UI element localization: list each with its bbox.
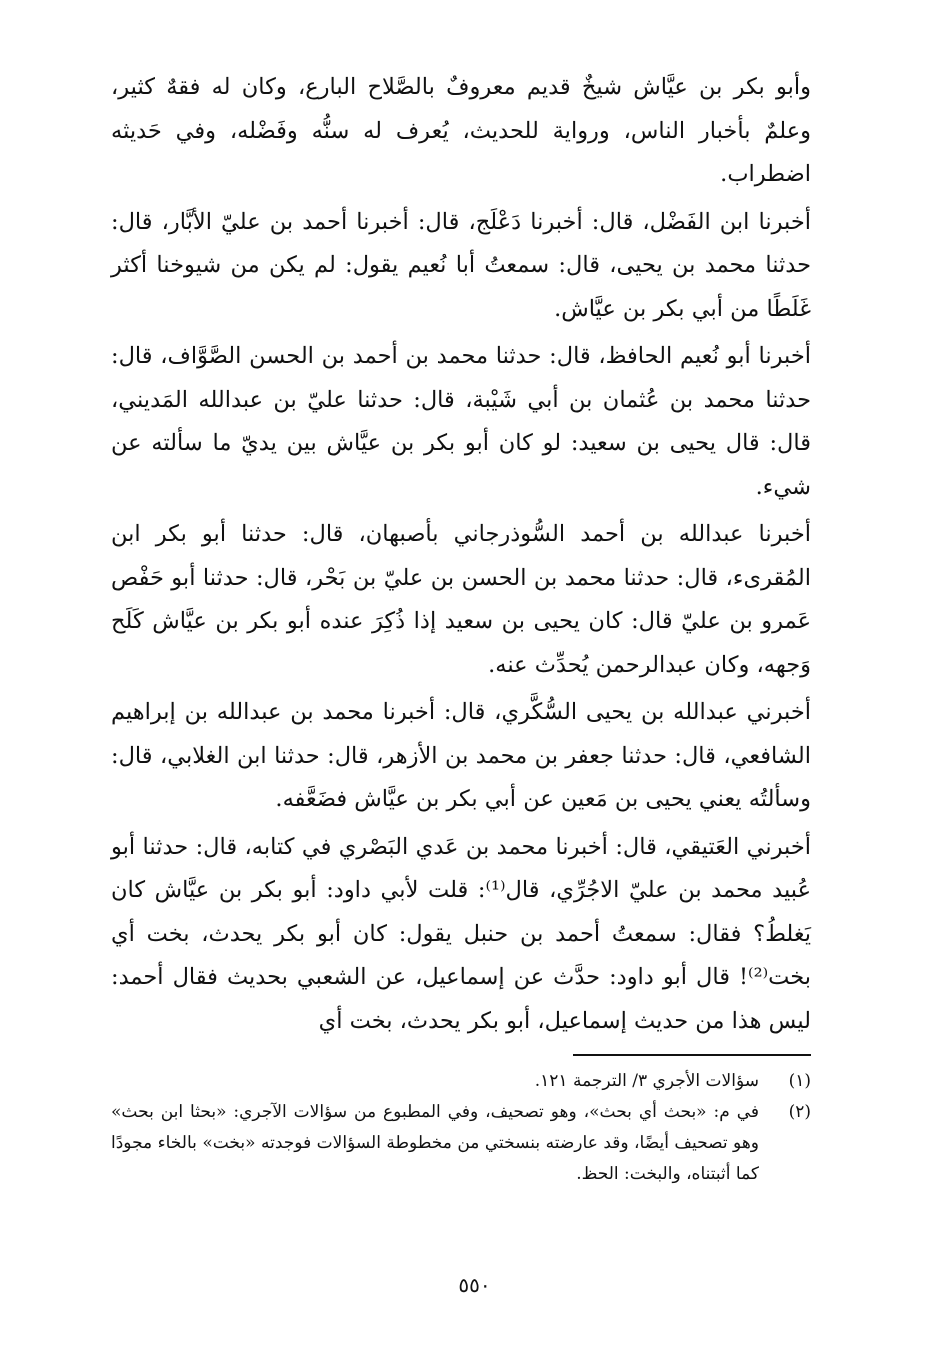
paragraph-6: أخبرني العَتيقي، قال: أخبرنا محمد بن عَدي البَصْري في كتابه، قال: حدثنا أبو عُبيد محمد بن عليّ الاجُرِّي، قال⁽¹⁾: قلت لأبي داود: أبو بكر بن عيَّاش كان يَغلطُ؟ فقال: سمعتُ أحمد بن حنبل يقول: كان أبو بكر يحدث، بخت أي بخت⁽²⁾! قال أبو داود: حدَّث عن إسماعيل، عن الشعبي بحديث فقال أحمد: ليس هذا من حديث إسماعيل، أبو بكر يحدث، بخت أي [111, 833, 811, 1034]
footnote-2 [111, 1097, 811, 1190]
footnotes [111, 1066, 811, 1190]
footnote-text: في م: «بحث أي بحث»، وهو تصحيف، وفي المطبوع من سؤالات الآجري: «بحثا ابن بحث» وهو تصحيف أيضًا، وقد عارضته بنسختي من مخطوطة السؤالات فوجدته «بخت» بالخاء مجودًا كما أثبتناه، والبخت: الحظ. [111, 1102, 759, 1184]
footnote-separator [573, 1054, 811, 1056]
footnote-text: سؤالات الأجري ٣/ الترجمة ١٢١. [534, 1071, 759, 1091]
paragraph-4: أخبرنا عبدالله بن أحمد السُّوذرجاني بأصبهان، قال: حدثنا أبو بكر ابن المُقرىء، قال: حدثنا محمد بن الحسن بن عليّ بن بَحْر، قال: حدثنا أبو حَفْص عَمرو بن عليّ قال: كان يحيى بن سعيد إذا ذُكِرَ عنده أبو بكر بن عيَّاش كَلَح وَجهه، وكان عبدالرحمن يُحدِّث عنه. [111, 521, 811, 678]
paragraph-1: وأبو بكر بن عيَّاش شيخٌ قديم معروفٌ بالصَّلاح البارع، وكان له فقهٌ كثير، وعلمٌ بأخبار الناس، ورواية للحديث، يُعرف له سنُّه وفَضْله، وفي حَديثه اضطراب. [111, 74, 811, 187]
footnote-1 [111, 1066, 811, 1097]
paragraph-5: أخبرني عبدالله بن يحيى السُّكَّري، قال: أخبرنا محمد بن عبدالله بن إبراهيم الشافعي، قال: حدثنا جعفر بن محمد بن الأزهر، قال: حدثنا ابن الغلابي، قال: وسألتُه يعني يحيى بن مَعين عن أبي بكر بن عيَّاش فضَعَّفه. [111, 699, 811, 812]
footnote-number: (١) [788, 1071, 811, 1091]
page-number: ٥٥٠ [458, 1273, 491, 1297]
paragraph-3: أخبرنا أبو نُعيم الحافظ، قال: حدثنا محمد بن أحمد بن الحسن الصَّوَّاف، قال: حدثنا محمد بن عُثمان بن أبي شَيْبة، قال: حدثنا عليّ بن عبدالله المَديني، قال: قال يحيى بن سعيد: لو كان أبو بكر بن عيَّاش بين يديّ ما سألته عن شيء. [111, 343, 811, 500]
footnote-number: (٢) [788, 1102, 811, 1122]
paragraph-2: أخبرنا ابن الفَضْل، قال: أخبرنا دَعْلَج، قال: أخبرنا أحمد بن عليّ الأبَّار، قال: حدثنا محمد بن يحيى، قال: سمعتُ أبا نُعيم يقول: لم يكن من شيوخنا أكثر غَلَطًا من أبي بكر بن عيَّاش. [111, 208, 811, 322]
main-text [111, 66, 811, 1047]
